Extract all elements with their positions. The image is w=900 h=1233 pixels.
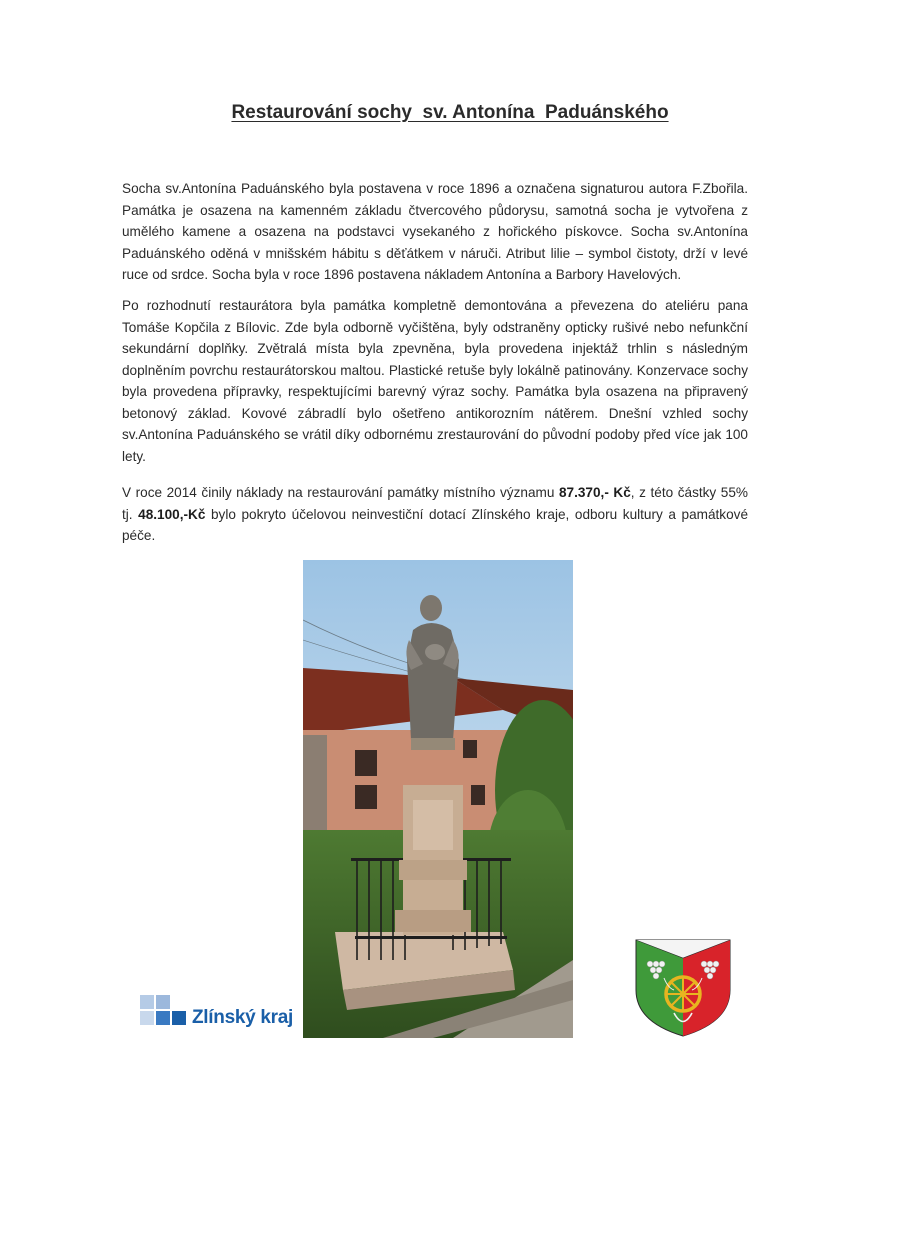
- costs-amount-total: 87.370,- Kč: [558, 485, 631, 500]
- logo-square-dark: [172, 1011, 186, 1025]
- logo-square-light: [156, 995, 170, 1009]
- paragraph-costs: [122, 482, 748, 547]
- zlinsky-kraj-logo-text: Zlínský kraj: [192, 1007, 293, 1028]
- costs-amount-subsidy: 48.100,-Kč: [138, 506, 206, 522]
- costs-text-1: V roce 2014 činily náklady na restaurování památky místního významu: [122, 485, 559, 500]
- logo-square-light: [140, 1011, 154, 1025]
- municipal-coat-of-arms-icon: [634, 938, 732, 1038]
- logo-square-mid: [156, 1011, 170, 1025]
- paragraph-restoration: Po rozhodnutí restaurátora byla památka kompletně demontována a převezena do ateliéru pana Tomáše Kopčila z Bílovic. Zde byla odborně vyčištěna, byly odstraněny opticky rušivé nebo nefunkční sekundární doplňky. Zvětralá místa byla zpevněna, byla provedena injektáž trhlin s následným doplněním povrchu restaurátorskou maltou. Plastické retuše byly lokálně patinovány. Konzervace sochy byla provedena přípravky, respektujícími barevný výraz sochy. Památka byla osazena na připravený betonový základ. Kovové zábradlí bylo ošetřeno antikorozním nátěrem. Dnešní vzhled sochy sv.Antonína Paduánského se vrátil díky odbornému zrestaurování do původní podoby před více jak 100 lety.: [122, 298, 748, 464]
- costs-text-2: , z této částky 55% tj.: [122, 485, 748, 522]
- paragraph-history: Socha sv.Antonína Paduánského byla postavena v roce 1896 a označena signaturou autora F.Zbořila. Památka je osazena na kamenném základu čtvercového půdorysu, samotná socha je vytvořena z umělého kamene a osazena na podstavci vysekaného z hořického pískovce. Socha sv.Antonína Paduánského oděná v mnišském hábitu s děťátkem v náruči. Atribut lilie – symbol čistoty, drží v levé ruce od srdce. Socha byla v roce 1896 postavena nákladem Antonína a Barbory Havelových.: [122, 181, 748, 282]
- statue-photo: [303, 560, 573, 1038]
- zlinsky-kraj-logo: [140, 995, 300, 1031]
- logo-square-light: [140, 995, 154, 1009]
- costs-text-3: bylo pokryto účelovou neinvestiční dotací Zlínského kraje, odboru kultury a památkové péče.: [122, 506, 749, 543]
- document-title: Restaurování sochy sv. Antonína Paduánského: [231, 102, 669, 123]
